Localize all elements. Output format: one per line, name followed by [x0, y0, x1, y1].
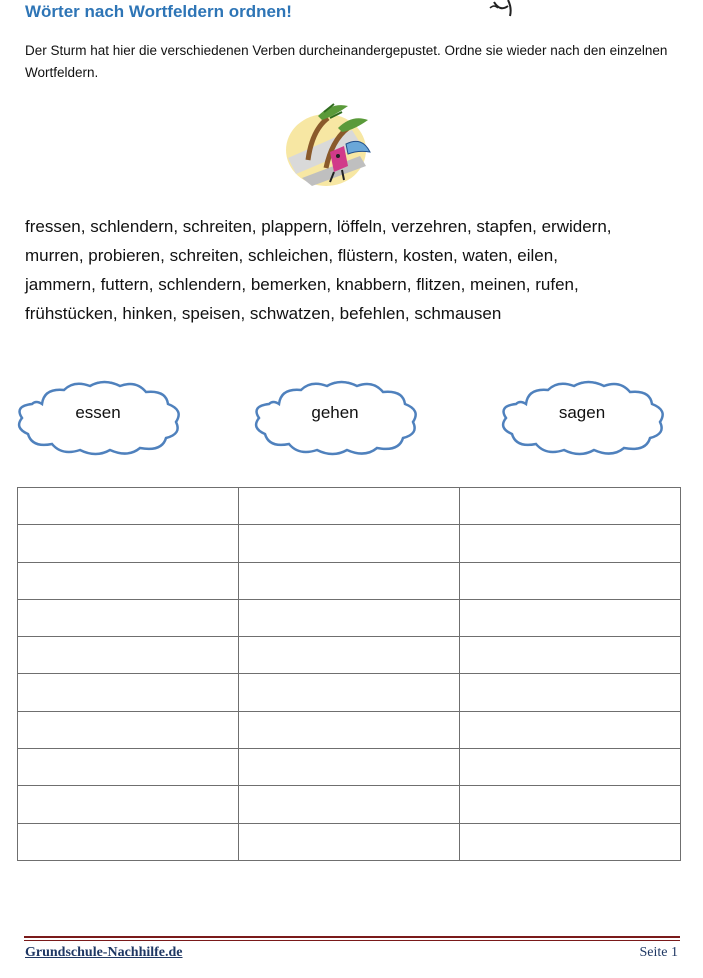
verb-list-line: jammern, futtern, schlendern, bemerken, knabbern, flitzen, meinen, rufen,	[25, 275, 579, 294]
table-row	[18, 488, 681, 525]
answer-table	[17, 487, 681, 861]
table-row	[18, 525, 681, 562]
cloud-sagen	[496, 378, 668, 458]
answer-cell[interactable]	[239, 711, 460, 748]
footer-page-number: Seite 1	[639, 945, 678, 960]
answer-cell[interactable]	[239, 674, 460, 711]
answer-cell[interactable]	[18, 599, 239, 636]
cloud-label: essen	[75, 403, 121, 422]
storm-swirl-icon	[486, 0, 526, 18]
table-row	[18, 674, 681, 711]
cloud-label: gehen	[311, 403, 359, 422]
table-row	[18, 599, 681, 636]
answer-cell[interactable]	[460, 823, 681, 860]
answer-cell[interactable]	[239, 599, 460, 636]
answer-cell[interactable]	[239, 488, 460, 525]
footer-site-link[interactable]: Grundschule-Nachhilfe.de	[25, 945, 183, 960]
footer-rule	[24, 940, 680, 941]
answer-cell[interactable]	[239, 637, 460, 674]
page-title: Wörter nach Wortfeldern ordnen!	[25, 2, 292, 21]
answer-cell[interactable]	[18, 749, 239, 786]
answer-cell[interactable]	[239, 749, 460, 786]
table-row	[18, 749, 681, 786]
footer-rule	[24, 936, 680, 938]
verb-list-line: murren, probieren, schreiten, schleichen, flüstern, kosten, waten, eilen,	[25, 246, 558, 265]
table-row	[18, 823, 681, 860]
answer-cell[interactable]	[460, 488, 681, 525]
answer-cell[interactable]	[18, 488, 239, 525]
answer-cell[interactable]	[18, 786, 239, 823]
table-row	[18, 786, 681, 823]
answer-cell[interactable]	[239, 525, 460, 562]
verb-list-line: fressen, schlendern, schreiten, plappern, löffeln, verzehren, stapfen, erwidern,	[25, 217, 612, 236]
storm-clipart-icon	[282, 100, 374, 192]
answer-cell[interactable]	[460, 562, 681, 599]
cloud-essen	[12, 378, 184, 458]
answer-cell[interactable]	[18, 637, 239, 674]
instruction-text: Der Sturm hat hier die verschiedenen Verben durcheinandergepustet. Ordne sie wieder nach den einzelnen Wortfeldern.	[25, 43, 668, 80]
answer-cell[interactable]	[18, 562, 239, 599]
answer-cell[interactable]	[239, 562, 460, 599]
answer-cell[interactable]	[18, 674, 239, 711]
answer-cell[interactable]	[239, 823, 460, 860]
verb-list-line: frühstücken, hinken, speisen, schwatzen, befehlen, schmausen	[25, 304, 502, 323]
cloud-gehen	[249, 378, 421, 458]
answer-cell[interactable]	[239, 786, 460, 823]
answer-cell[interactable]	[460, 674, 681, 711]
table-row	[18, 711, 681, 748]
answer-cell[interactable]	[460, 637, 681, 674]
table-row	[18, 562, 681, 599]
answer-cell[interactable]	[18, 823, 239, 860]
answer-cell[interactable]	[460, 749, 681, 786]
table-row	[18, 637, 681, 674]
answer-cell[interactable]	[18, 525, 239, 562]
answer-cell[interactable]	[460, 599, 681, 636]
answer-cell[interactable]	[460, 525, 681, 562]
verb-list	[25, 212, 690, 328]
cloud-label: sagen	[558, 403, 606, 422]
answer-cell[interactable]	[460, 786, 681, 823]
answer-cell[interactable]	[460, 711, 681, 748]
answer-cell[interactable]	[18, 711, 239, 748]
